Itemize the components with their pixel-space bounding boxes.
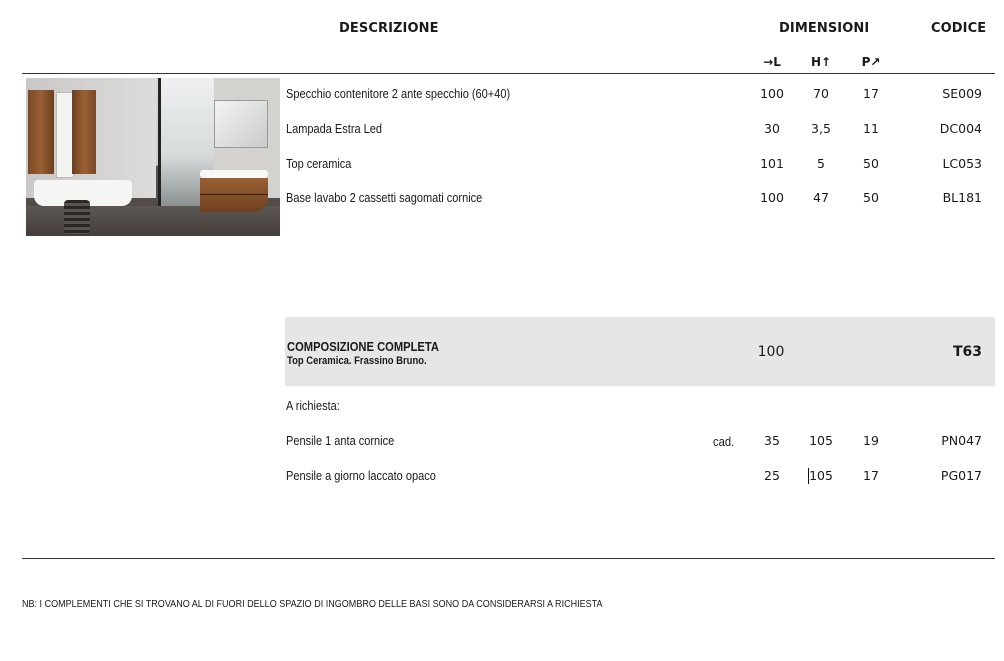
item-h: 47 <box>813 190 829 205</box>
item-h: 3,5 <box>811 121 831 136</box>
item-code: BL181 <box>942 190 982 205</box>
item-l: 100 <box>760 86 784 101</box>
item-l: 30 <box>764 121 780 136</box>
composition-title: COMPOSIZIONE COMPLETA <box>287 339 439 354</box>
item-p: 19 <box>863 433 879 448</box>
composition-subtitle: Top Ceramica. Frassino Bruno. <box>287 355 427 367</box>
table-row <box>0 467 1004 487</box>
header-codice: CODICE <box>931 21 987 36</box>
table-row <box>0 432 1004 452</box>
table-row <box>0 189 1004 209</box>
item-description: Pensile 1 anta cornice <box>286 434 395 448</box>
item-p: 17 <box>863 86 879 101</box>
text-cursor <box>808 468 809 484</box>
item-description: Top ceramica <box>286 157 352 171</box>
item-description: Pensile a giorno laccato opaco <box>286 469 436 483</box>
item-p: 11 <box>863 121 879 136</box>
composition-code: T63 <box>952 344 982 360</box>
table-row <box>0 155 1004 175</box>
header-height-h: H↑ <box>810 55 832 69</box>
item-p: 50 <box>863 156 879 171</box>
header-dimensioni: DIMENSIONI <box>779 21 870 36</box>
item-h: 105 <box>809 468 833 483</box>
header-width-l: →L <box>763 55 781 69</box>
item-h: 70 <box>813 86 829 101</box>
item-unit: cad. <box>713 435 735 449</box>
header-depth-p: P↗ <box>861 55 881 69</box>
footnote: NB: I COMPLEMENTI CHE SI TROVANO AL DI FUORI DELLO SPAZIO DI INGOMBRO DELLE BASI SONO DA CONSIDERARSI A RICHIESTA <box>22 598 603 610</box>
item-code: SE009 <box>942 86 982 101</box>
header-descrizione: DESCRIZIONE <box>339 21 439 36</box>
composition-summary <box>285 317 995 386</box>
table-row <box>0 120 1004 140</box>
item-description: Specchio contenitore 2 ante specchio (60+40) <box>286 87 511 101</box>
header-rule <box>22 73 995 74</box>
item-h: 105 <box>809 433 833 448</box>
item-l: 35 <box>764 433 780 448</box>
item-p: 17 <box>863 468 879 483</box>
item-description: Lampada Estra Led <box>286 122 383 136</box>
item-code: PN047 <box>941 433 982 448</box>
item-l: 25 <box>764 468 780 483</box>
item-code: DC004 <box>939 121 982 136</box>
item-h: 5 <box>817 156 825 171</box>
table-row <box>0 85 1004 105</box>
item-code: LC053 <box>942 156 982 171</box>
item-code: PG017 <box>940 468 982 483</box>
on-request-label: A richiesta: <box>286 399 340 413</box>
composition-l: 100 <box>757 344 785 360</box>
item-l: 101 <box>760 156 784 171</box>
item-p: 50 <box>863 190 879 205</box>
footer-rule <box>22 558 995 559</box>
item-description: Base lavabo 2 cassetti sagomati cornice <box>286 191 483 205</box>
item-l: 100 <box>760 190 784 205</box>
